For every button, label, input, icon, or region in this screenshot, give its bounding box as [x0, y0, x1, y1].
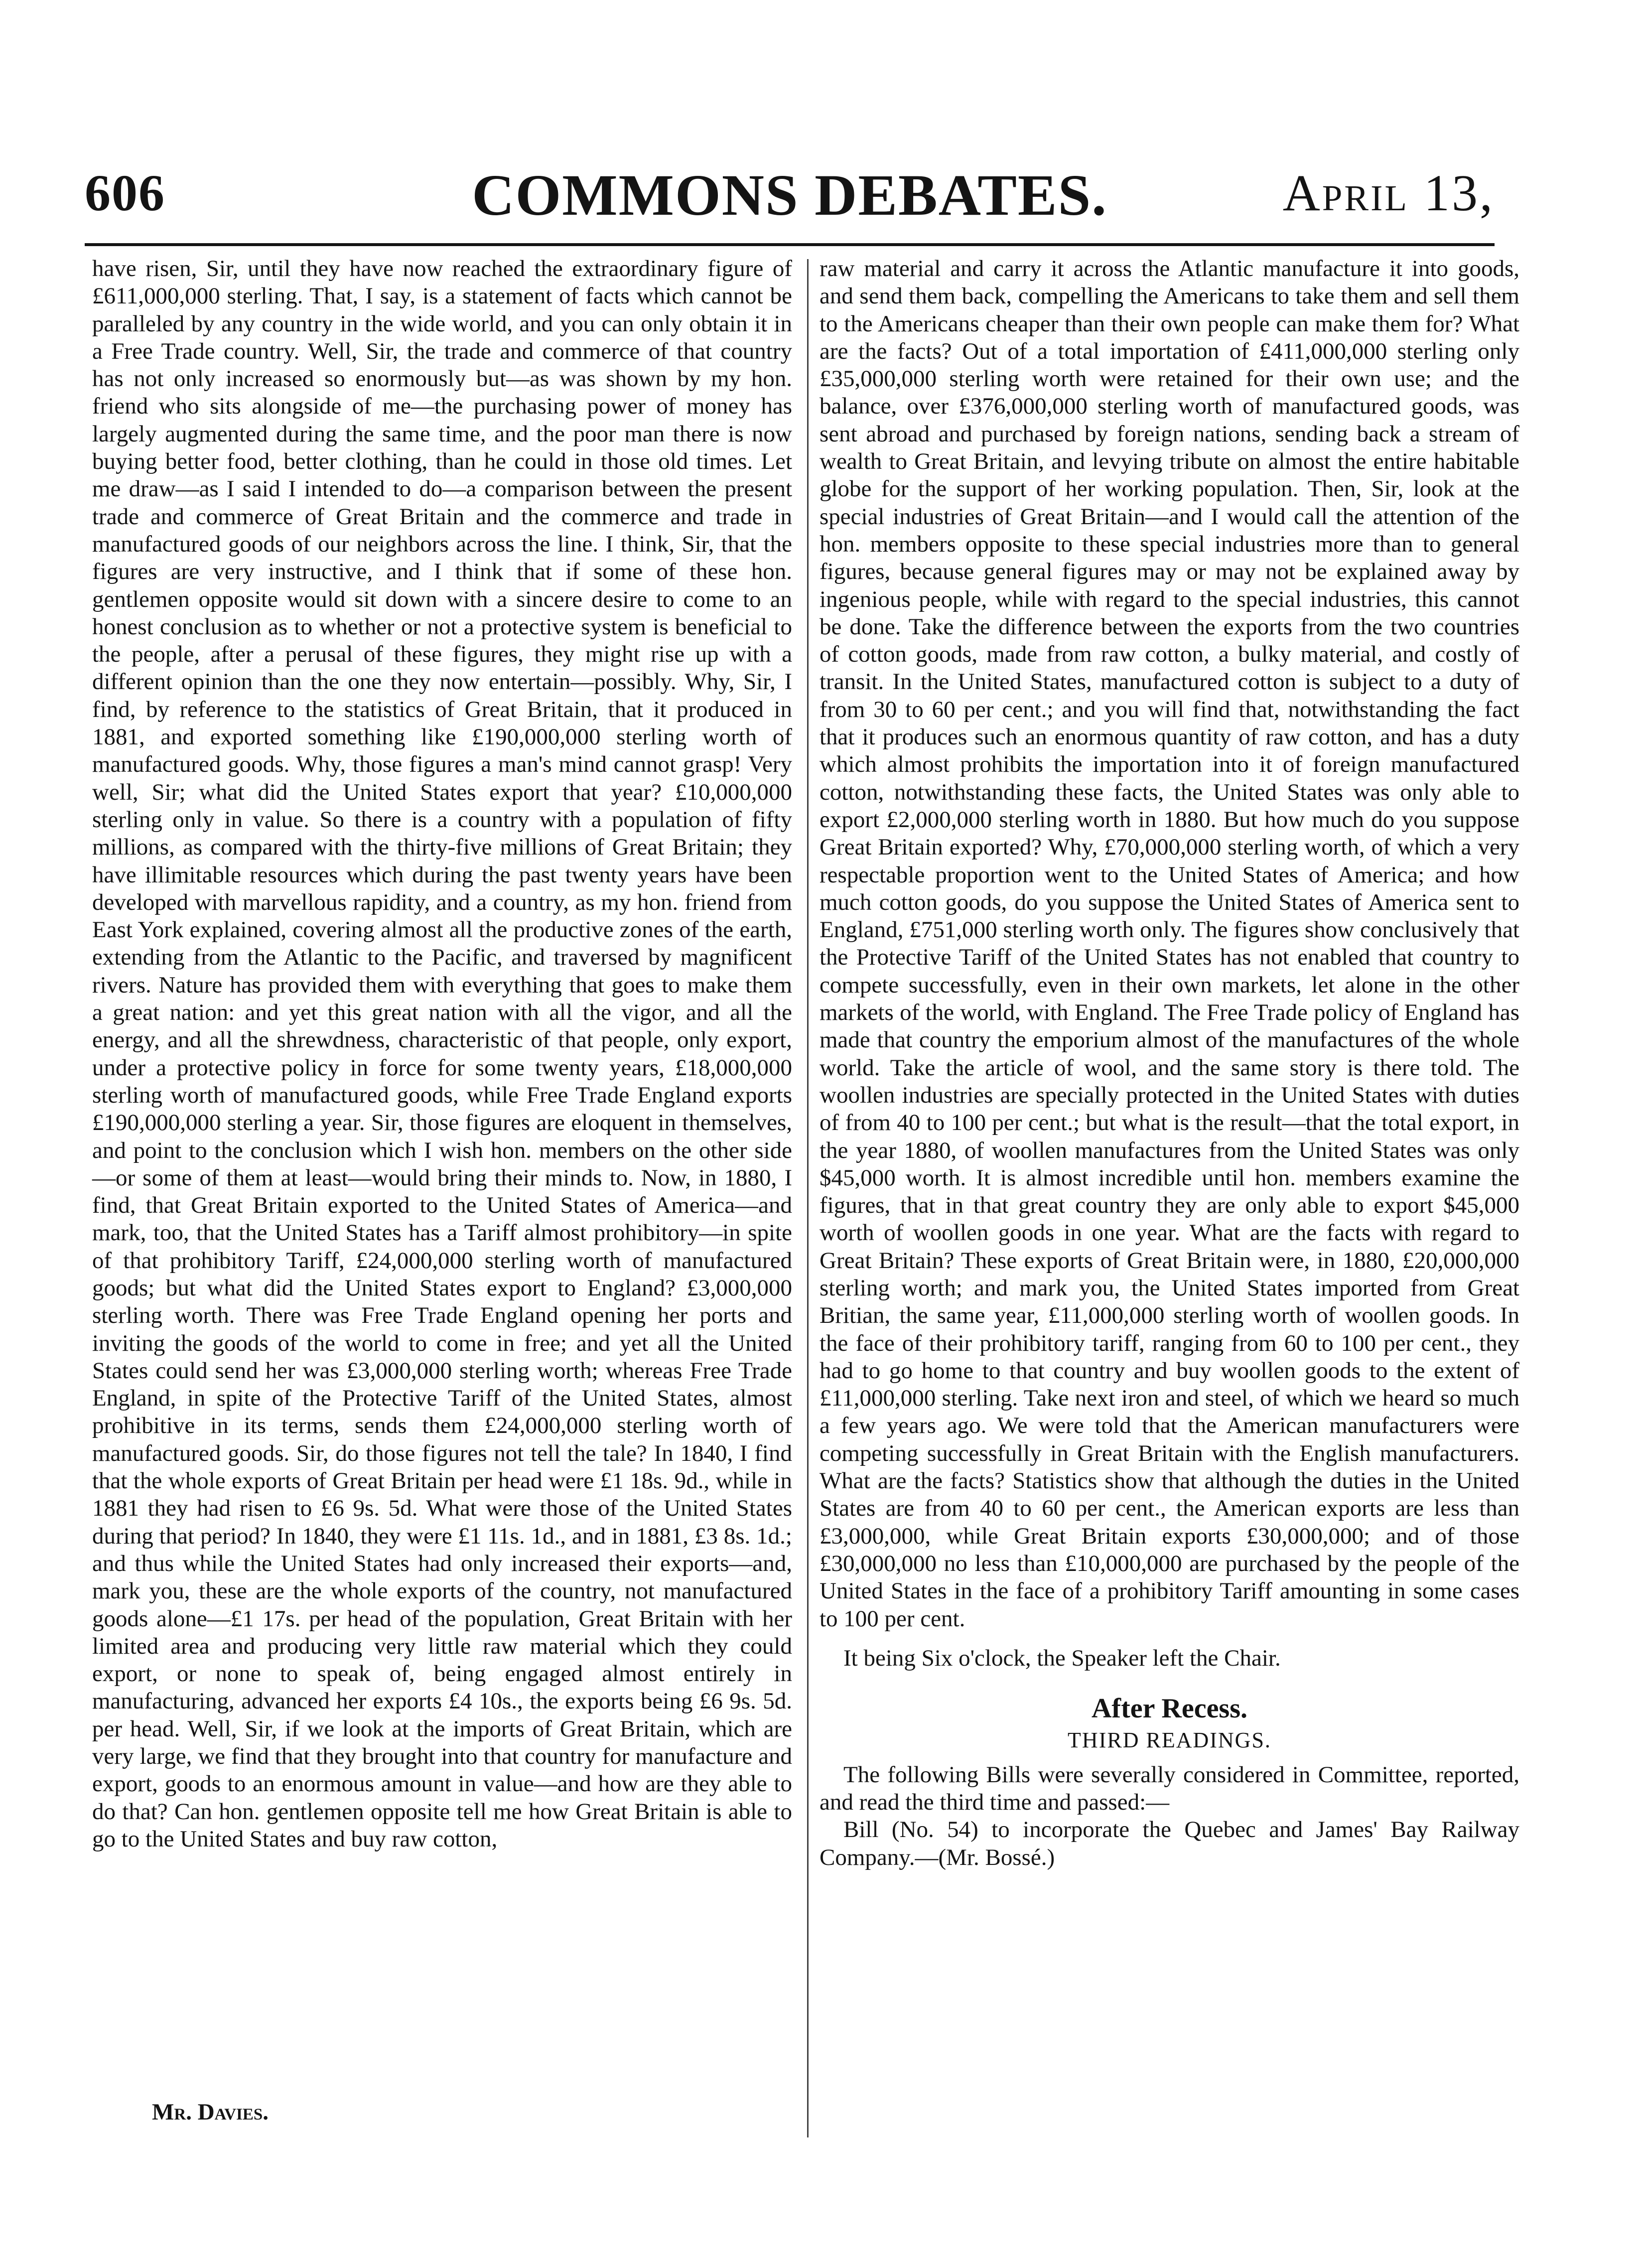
speaker-signature-text: Mr. Davies.: [152, 2099, 269, 2125]
page-header: [85, 149, 1495, 239]
bills-intro-paragraph: The following Bills were severally considered in Committee, reported, and read the third time and passed:—: [820, 1761, 1519, 1816]
section-heading: After Recess.: [1091, 1693, 1248, 1724]
left-column: [92, 255, 792, 1853]
bill-paragraph: Bill (No. 54) to incorporate the Quebec and James' Bay Railway Company.—(Mr. Bossé.): [820, 1817, 1519, 1870]
six-oclock-paragraph: It being Six o'clock, the Speaker left the Chair.: [843, 1645, 1281, 1671]
page-date: April 13,: [1282, 164, 1495, 222]
page-number: 606: [85, 164, 165, 222]
right-paragraph: raw material and carry it across the Atlantic manufacture it into goods, and send them back, compelling the Americans to take them and sell them to the Americans cheaper than their own people can make them for? What are the facts? Out of a total importation of £411,000,000 sterling only £35,000,000 sterling worth were retained for their own use; and the balance, over £376,000,000 sterling worth of manufactured goods, was sent abroad and purchased by foreign nations, sending back a stream of wealth to Great Britain, and levying tribute on almost the entire habitable globe for the support of her working population. Then, Sir, look at the special industries of Great Britain—and I would call the attention of the hon. members opposite to these special industries more than to general figures, because general figures may or may not be explained away by ingenious people, while with regard to the special industries, this cannot be done. Take the difference between the exports from the two countries of cotton goods, made from raw cotton, a bulky material, and costly of transit. In the United States, manufactured cotton is subject to a duty of from 30 to 60 per cent.; and you will find that, notwithstanding the fact that it produces such an enormous quantity of raw cotton, and has a duty which almost prohibits the importation into it of foreign manufactured cotton, notwithstanding these facts, the United States was only able to export £2,000,000 sterling worth in 1880. But how much do you suppose Great Britain exported? Why, £70,000,000 sterling worth, of which a very respectable proportion went to the United States of America; and how much cotton goods, do you suppose the United States of America sent to England, £751,000 sterling worth only. The figures show conclusively that the Protective Tariff of the United States has not enabled that country to compete successfully, even in their own markets, let alone in the other markets of the world, with England. The Free Trade policy of England has made that country the emporium almost of the manufactures of the whole world. Take the article of wool, and the same story is there told. The woollen industries are specially protected in the United States with duties of from 40 to 100 per cent.; but what is the result—that the total export, in the year 1880, of woollen manufactures from the United States was only $45,000 worth. It is almost incredible until hon. members examine the figures, that in that great country they are only able to export $45,000 worth of woollen goods in one year. What are the facts with regard to Great Britain? These exports of Great Britain were, in 1880, £20,000,000 sterling worth; and mark you, the United States imported from Great Britian, the same year, £11,000,000 sterling worth of woollen goods. In the face of their prohibitory tariff, ranging from 60 to 100 per cent., they had to go home to that country and buy woollen goods to the extent of £11,000,000 sterling. Take next iron and steel, of which we heard so much a few years ago. We were told that the American manufacturers were competing successfully in Great Britain with the English manufacturers. What are the facts? Statistics show that although the duties in the United States are from 40 to 60 per cent., the American exports are less than £3,000,000, while Great Britain exports £30,000,000; and of those £30,000,000 no less than £10,000,000 are purchased by the people of the United States in the face of a prohibitory Tariff amounting in some cases to 100 per cent.: [820, 256, 1519, 1632]
page-title: COMMONS DEBATES.: [472, 162, 1107, 228]
column-separator: [807, 259, 809, 2137]
speaker-signature: [152, 2099, 269, 2126]
subsection-heading: THIRD READINGS.: [1068, 1728, 1271, 1753]
header-rule: [85, 243, 1495, 246]
right-column: [820, 255, 1519, 1871]
left-paragraph: have risen, Sir, until they have now reached the extraordinary figure of £611,000,000 sterling. That, I say, is a statement of facts which cannot be paralleled by any country in the wide world, and you can only obtain it in a Free Trade country. Well, Sir, the trade and commerce of that country has not only increased so enormously but—as was shown by my hon. friend who sits alongside of me—the purchasing power of money has largely augmented during the same time, and the poor man there is now buying better food, better clothing, than he could in those old times. Let me draw—as I said I intended to do—a comparison between the present trade and commerce of Great Britain and the commerce and trade in manufactured goods of our neighbors across the line. I think, Sir, that the figures are very instructive, and I think that if some of these hon. gentlemen opposite would sit down with a sincere desire to come to an honest conclusion as to whether or not a protective system is beneficial to the people, after a perusal of these figures, they might rise up with a different opinion than the one they now entertain—possibly. Why, Sir, I find, by reference to the statistics of Great Britain, that it produced in 1881, and exported something like £190,000,000 sterling worth of manufactured goods. Why, those figures a man's mind cannot grasp! Very well, Sir; what did the United States export that year? £10,000,000 sterling only in value. So there is a country with a population of fifty millions, as compared with the thirty-five millions of Great Britain; they have illimitable resources which during the past twenty years have been developed with marvellous rapidity, and a country, as my hon. friend from East York explained, covering almost all the productive zones of the earth, extending from the Atlantic to the Pacific, and traversed by magnificent rivers. Nature has provided them with everything that goes to make them a great nation: and yet this great nation with all the vigor, and all the energy, and all the shrewdness, characteristic of that people, only export, under a protective policy in force for some twenty years, £18,000,000 sterling worth of manufactured goods, while Free Trade England exports £190,000,000 sterling a year. Sir, those figures are eloquent in themselves, and point to the conclusion which I wish hon. members on the other side—or some of them at least—would bring their minds to. Now, in 1880, I find, that Great Britain exported to the United States of America—and mark, too, that the United States has a Tariff almost prohibitory—in spite of that prohibitory Tariff, £24,000,000 sterling worth of manufactured goods; but what did the United States export to England? £3,000,000 sterling worth. There was Free Trade England opening her ports and inviting the goods of the world to come in free; and yet all the United States could send her was £3,000,000 sterling worth; whereas Free Trade England, in spite of the Protective Tariff of the United States, almost prohibitive in its terms, sends them £24,000,000 sterling worth of manufactured goods. Sir, do those figures not tell the tale? In 1840, I find that the whole exports of Great Britain per head were £1 18s. 9d., while in 1881 they had risen to £6 9s. 5d. What were those of the United States during that period? In 1840, they were £1 11s. 1d., and in 1881, £3 8s. 1d.; and thus while the United States had only increased their exports—and, mark you, these are the whole exports of the country, not manufactured goods alone—£1 17s. per head of the population, Great Britain with her limited area and producing very little raw material which they could export, or none to speak of, being engaged almost entirely in manufacturing, advanced her exports £4 10s., the exports being £6 9s. 5d. per head. Well, Sir, if we look at the imports of Great Britain, which are very large, we find that they brought into that country for manufacture and export, goods to an enormous amount in value—and how are they able to do that? Can hon. gentlemen opposite tell me how Great Britain is able to go to the United States and buy raw cotton,: [92, 256, 792, 1852]
paragraph-spacer: [820, 1633, 1519, 1645]
